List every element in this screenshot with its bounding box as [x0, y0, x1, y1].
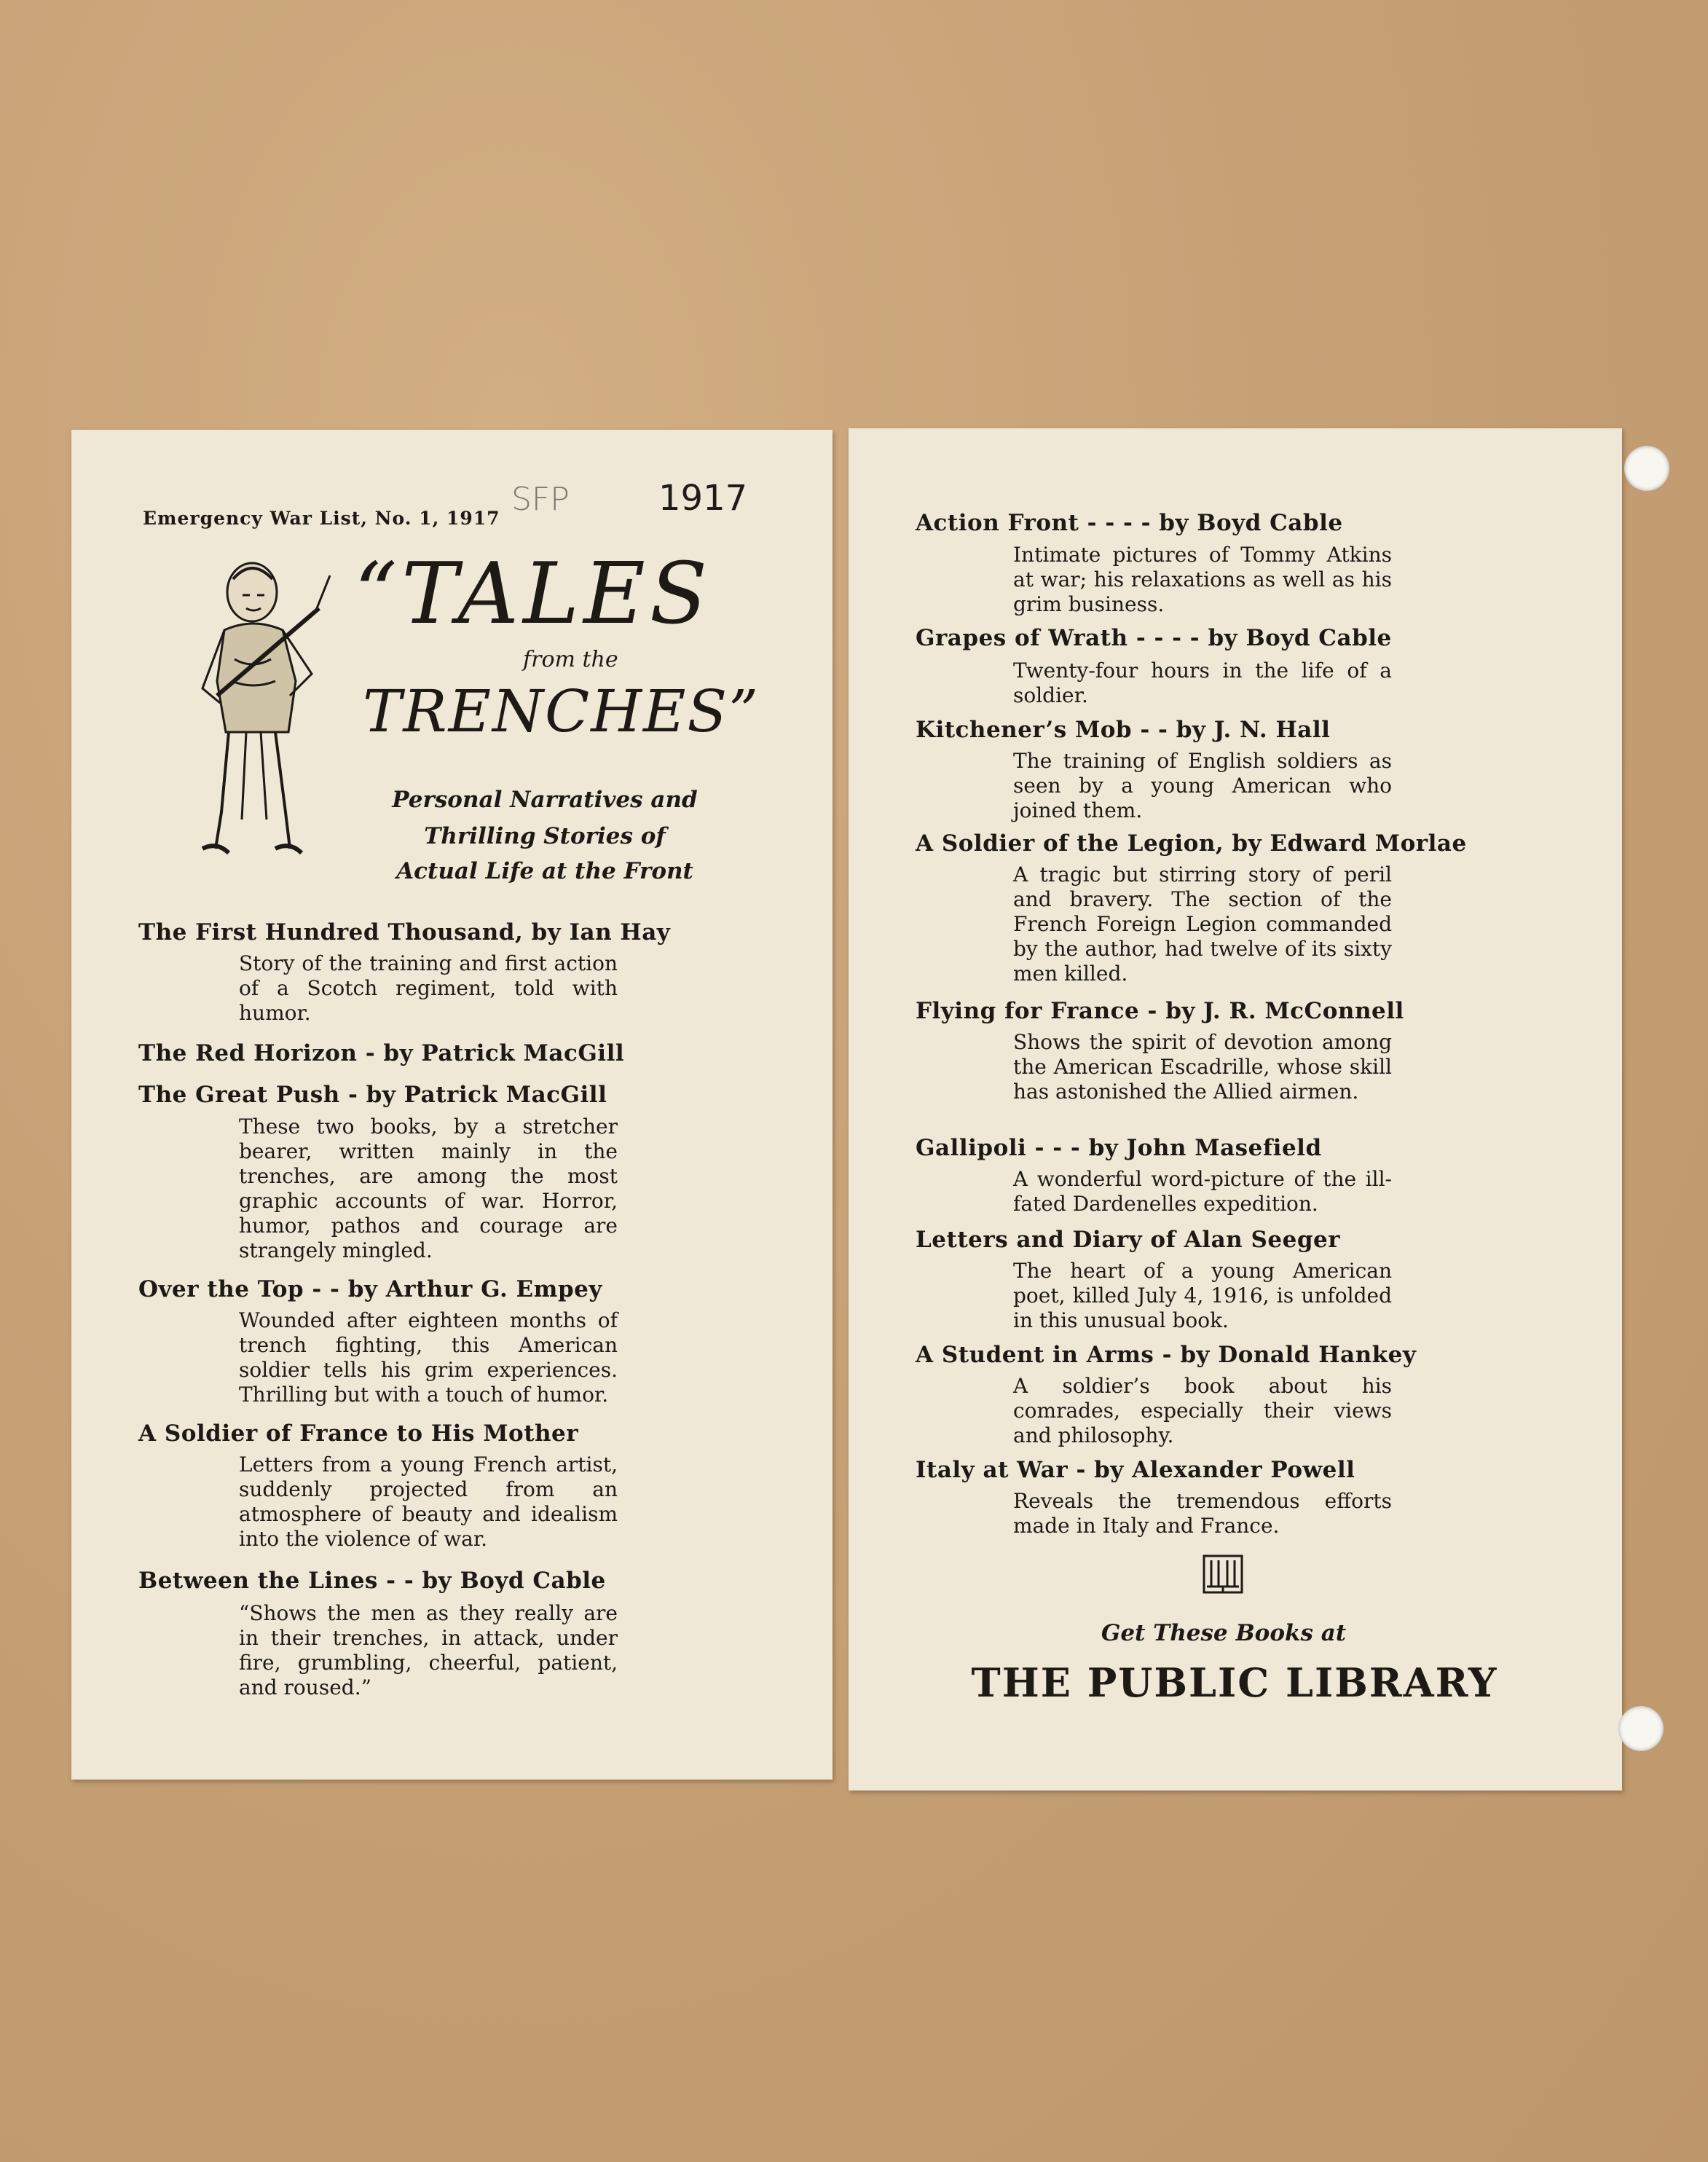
book-title: Italy at War - by Alexander Powell — [916, 1457, 1355, 1483]
book-title: Action Front - - - - by Boyd Cable — [916, 510, 1343, 536]
book-description: “Shows the men as they really are in their trenches, in attack, under fire, grumbling, cheerful, patient, and roused.” — [239, 1601, 618, 1699]
title-tales: “TALES — [354, 545, 712, 643]
book-description: A wonderful word-picture of the ill-fated Dardenelles expedition. — [1013, 1167, 1392, 1216]
soldier-illustration — [173, 550, 337, 881]
left-card — [71, 430, 833, 1780]
subtitle-line: Personal Narratives and — [392, 787, 698, 813]
book-description: The training of English soldiers as seen by a young American who joined them. — [1013, 749, 1392, 822]
book-title: A Soldier of the Legion, by Edward Morlae — [916, 830, 1467, 857]
get-books-text: Get These Books at — [1101, 1620, 1347, 1646]
binder-hole — [1618, 1706, 1664, 1751]
book-title: Kitchener’s Mob - - by J. N. Hall — [916, 717, 1331, 743]
book-description: A tragic but stirring story of peril and bravery. The section of the French Foreign Legion commanded by the author, had twelve of its sixty men killed. — [1013, 862, 1392, 986]
book-title: A Student in Arms - by Donald Hankey — [916, 1342, 1417, 1368]
right-card — [849, 428, 1622, 1790]
book-description: The heart of a young American poet, killed July 4, 1916, is unfolded in this unusual book. — [1013, 1259, 1392, 1332]
book-title: Over the Top - - by Arthur G. Empey — [138, 1276, 602, 1302]
book-description: Reveals the tremendous efforts made in Italy and France. — [1013, 1489, 1392, 1538]
book-title: The Red Horizon - by Patrick MacGill — [138, 1040, 625, 1066]
book-title: The Great Push - by Patrick MacGill — [138, 1082, 607, 1108]
handwritten-mark: SFP — [511, 481, 570, 518]
list-header: Emergency War List, No. 1, 1917 — [143, 508, 500, 529]
book-title: A Soldier of France to His Mother — [138, 1420, 579, 1447]
book-description: A soldier’s book about his comrades, especially their views and philosophy. — [1013, 1374, 1392, 1447]
book-title: Flying for France - by J. R. McConnell — [916, 998, 1404, 1024]
public-library-heading: THE PUBLIC LIBRARY — [971, 1659, 1498, 1706]
book-title: Letters and Diary of Alan Seeger — [916, 1227, 1341, 1253]
book-description: These two books, by a stretcher bearer, written mainly in the trenches, are among the most graphic accounts of war. Horror, humor, pathos and courage are strangely mingled. — [239, 1115, 618, 1262]
book-title: Between the Lines - - by Boyd Cable — [138, 1568, 606, 1594]
binder-hole — [1624, 446, 1669, 491]
subtitle-line: Thrilling Stories of — [424, 823, 666, 849]
book-title: Grapes of Wrath - - - - by Boyd Cable — [916, 625, 1392, 651]
book-title: The First Hundred Thousand, by Ian Hay — [138, 919, 671, 946]
handwritten-year: 1917 — [658, 478, 748, 519]
book-description: Intimate pictures of Tommy Atkins at war; his relaxations as well as his grim business. — [1013, 543, 1392, 616]
title-trenches: TRENCHES” — [363, 677, 760, 745]
book-title: Gallipoli - - - by John Masefield — [916, 1135, 1322, 1161]
library-emblem-icon — [1201, 1553, 1245, 1595]
book-description: Twenty-four hours in the life of a soldier. — [1013, 659, 1392, 707]
subtitle-line: Actual Life at the Front — [396, 858, 693, 884]
book-description: Wounded after eighteen months of trench fighting, this American soldier tells his grim experiences. Thrilling but with a touch of humor. — [239, 1308, 618, 1407]
book-description: Story of the training and first action of a Scotch regiment, told with humor. — [239, 951, 618, 1025]
title-from-the: from the — [523, 647, 618, 672]
book-description: Letters from a young French artist, suddenly projected from an atmosphere of beauty and idealism into the violence of war. — [239, 1453, 618, 1551]
book-description: Shows the spirit of devotion among the American Escadrille, whose skill has astonished the Allied airmen. — [1013, 1030, 1392, 1104]
